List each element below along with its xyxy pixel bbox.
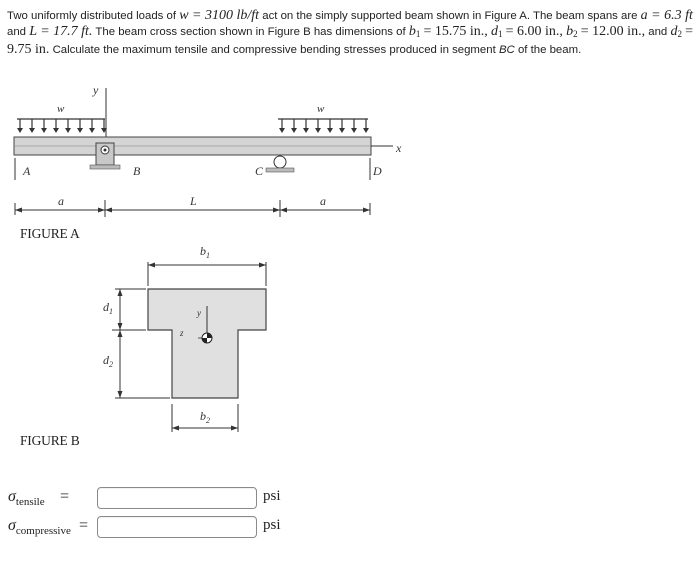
- figure-a-diagram: [14, 83, 402, 217]
- dim-b2-symbol: b: [566, 24, 574, 39]
- load-right-w-label: w: [317, 103, 325, 115]
- roller-support-c: [266, 156, 294, 172]
- left-distributed-load: [17, 103, 107, 133]
- dim-b1-symbol: b: [408, 24, 416, 39]
- section-z-label: z: [180, 328, 184, 338]
- span-a-value: a = 6.3 ft: [640, 8, 693, 23]
- problem-text-2: act on the simply supported beam shown in Figure A. The beam spans are: [262, 10, 638, 22]
- point-d-label: D: [373, 164, 382, 178]
- tensile-stress-symbol: $\sigma_{tensile}$: [8, 488, 45, 508]
- d1-label: $d_1$: [103, 300, 113, 316]
- span-a-left-label: a: [58, 194, 64, 208]
- tensile-unit: psi: [263, 488, 281, 504]
- problem-text-3: and: [7, 26, 27, 38]
- span-L-value: L = 17.7 ft.: [29, 24, 93, 39]
- dim-d1-symbol: d: [490, 24, 498, 39]
- span-a-right-label: a: [320, 194, 326, 208]
- compressive-unit: psi: [263, 517, 281, 533]
- b1-label: $b_1$: [200, 244, 210, 260]
- compressive-equals: =: [79, 517, 89, 534]
- problem-text-6: Calculate the maximum tensile and compressive bending stresses produced in segment: [52, 44, 496, 56]
- segment-label: BC: [498, 44, 515, 56]
- dim-b2-sub: 2: [573, 29, 578, 39]
- figure-b-diagram: [103, 244, 266, 432]
- problem-text-1: Two uniformly distributed loads of: [7, 10, 177, 22]
- load-left-w-label: w: [57, 103, 65, 115]
- problem-text-5: and: [648, 26, 668, 38]
- d2-label: $d_2$: [103, 353, 113, 369]
- dim-d1-sub: 1: [497, 29, 503, 39]
- compressive-stress-input[interactable]: [97, 516, 257, 538]
- problem-text-4: The beam cross section shown in Figure B has dimensions of: [95, 26, 406, 38]
- fig-a-x-label: x: [396, 141, 402, 155]
- figure-b-title: FIGURE B: [20, 433, 80, 448]
- point-a-label: A: [23, 164, 31, 178]
- tensile-stress-input[interactable]: [97, 487, 257, 509]
- point-b-label: B: [133, 164, 141, 178]
- b2-label: $b_2$: [200, 409, 210, 425]
- dim-d2-sub: 2: [677, 29, 682, 39]
- fig-a-y-label: y: [93, 83, 99, 97]
- point-c-label: C: [255, 164, 264, 178]
- dim-b1-sub: 1: [415, 29, 421, 39]
- section-y-label: y: [197, 308, 201, 318]
- dim-d2-value: = 9.75 in.: [7, 24, 694, 57]
- dim-d2-symbol: d: [670, 24, 678, 39]
- dim-b2-value: = 12.00 in.,: [580, 24, 646, 39]
- right-distributed-load: [278, 103, 369, 133]
- load-w-value: w = 3100 lb/ft: [179, 8, 260, 23]
- tensile-answer-row: [8, 486, 408, 512]
- compressive-answer-row: [8, 515, 408, 541]
- tensile-equals: =: [60, 488, 70, 505]
- problem-text-7: of the beam.: [517, 44, 582, 56]
- dim-b1-value: = 15.75 in.,: [423, 24, 488, 39]
- span-L-label: L: [190, 194, 197, 208]
- compressive-stress-symbol: $\sigma_{compressive}$: [8, 517, 71, 537]
- figure-a-title: FIGURE A: [20, 226, 80, 241]
- dim-d1-value: = 6.00 in.,: [505, 24, 563, 39]
